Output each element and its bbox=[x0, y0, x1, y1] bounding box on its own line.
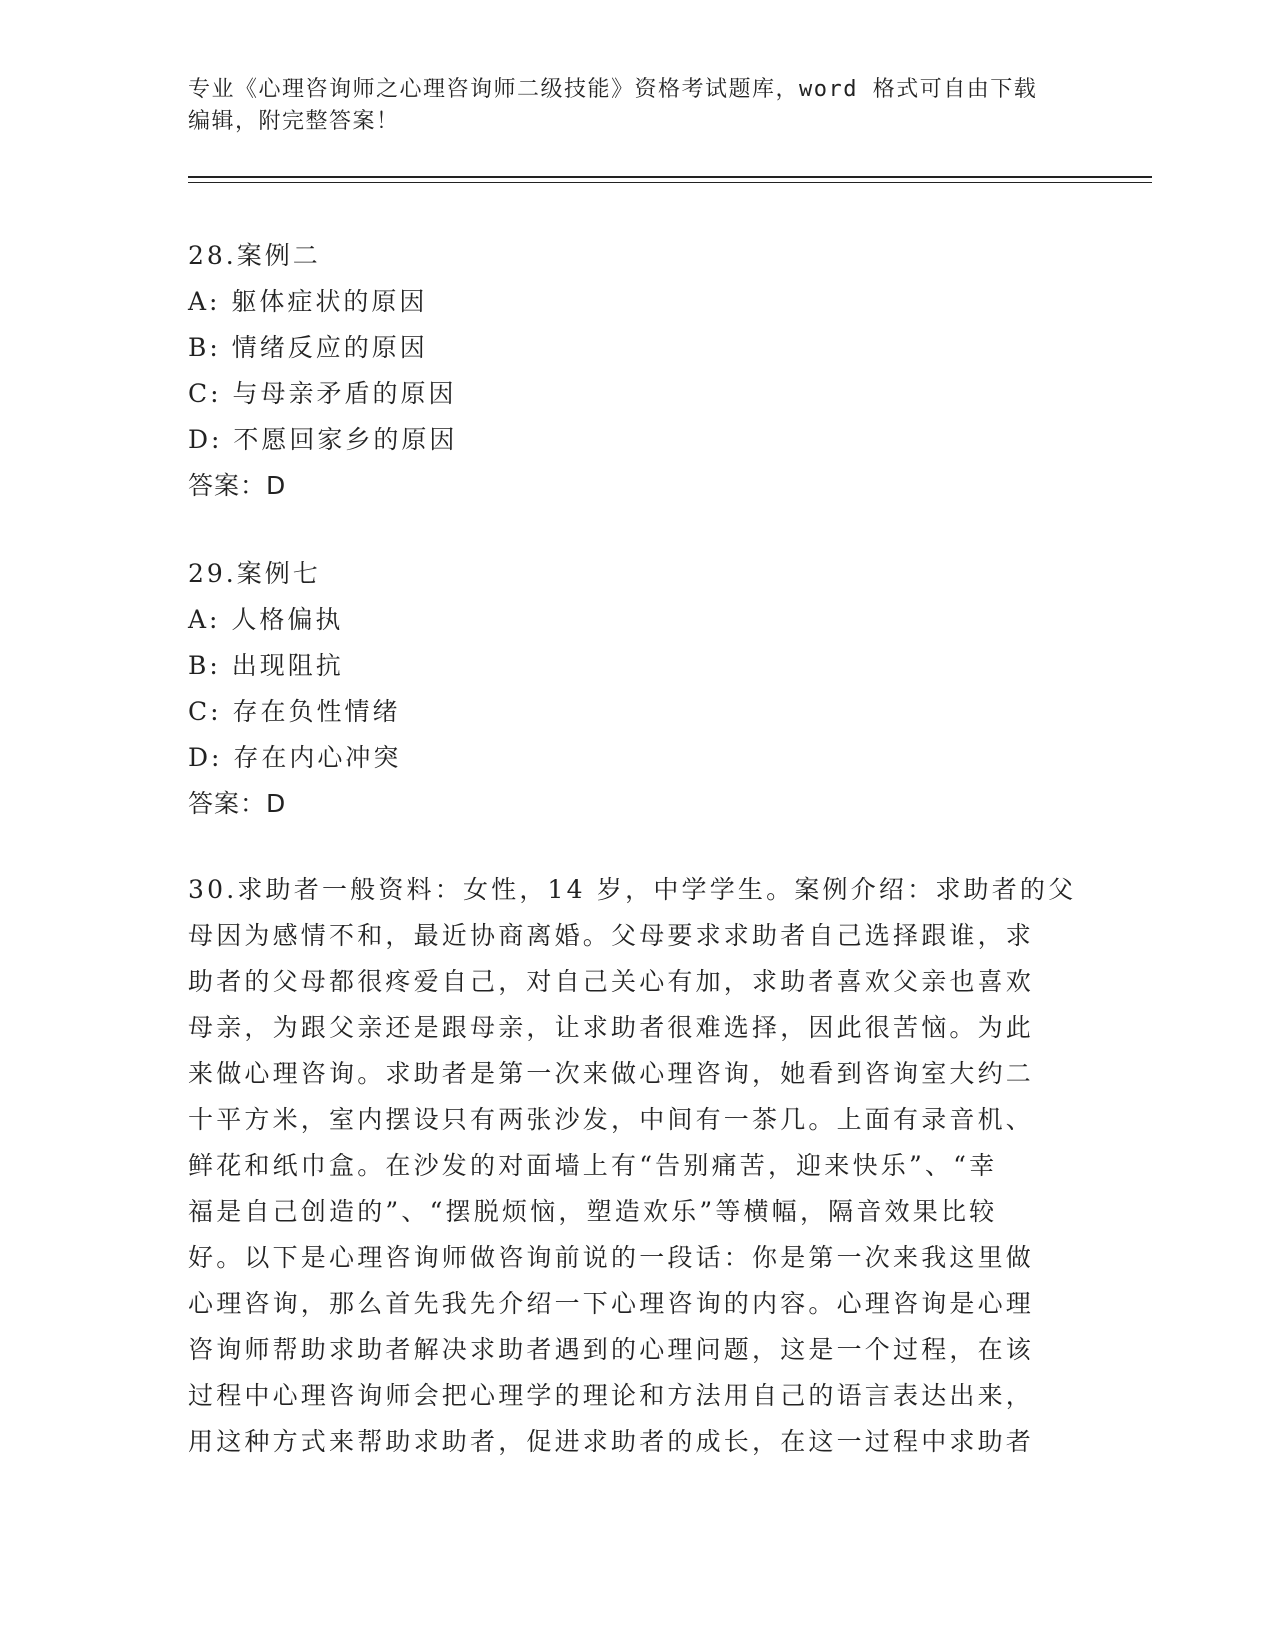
header-line-1: 专业《心理咨询师之心理咨询师二级技能》资格考试题库，word 格式可自由下载 bbox=[188, 77, 1038, 102]
paragraph-line: 咨询师帮助求助者解决求助者遇到的心理问题，这是一个过程，在该 bbox=[188, 1335, 1035, 1364]
option-d: D: 存在内心冲突 bbox=[188, 743, 402, 772]
document-header bbox=[188, 74, 1068, 138]
paragraph-line: 鲜花和纸巾盒。在沙发的对面墙上有“告别痛苦，迎来快乐”、“幸 bbox=[188, 1151, 998, 1180]
question-stem: 28.案例二 bbox=[188, 241, 321, 270]
answer-label: 答案：D bbox=[188, 471, 287, 500]
paragraph-line: 福是自己创造的”、“摆脱烦恼，塑造欢乐”等横幅，隔音效果比较 bbox=[188, 1197, 998, 1226]
header-divider-thin bbox=[188, 182, 1152, 183]
question-29 bbox=[188, 551, 1088, 827]
paragraph-line: 用这种方式来帮助求助者，促进求助者的成长，在这一过程中求助者 bbox=[188, 1427, 1035, 1456]
header-line-2: 编辑，附完整答案！ bbox=[188, 109, 400, 134]
option-a: A: 人格偏执 bbox=[188, 605, 344, 634]
paragraph-line: 母亲，为跟父亲还是跟母亲，让求助者很难选择，因此很苦恼。为此 bbox=[188, 1013, 1035, 1042]
option-b: B: 出现阻抗 bbox=[188, 651, 344, 680]
question-28 bbox=[188, 233, 1088, 509]
paragraph-line: 30.求助者一般资料：女性，14 岁，中学学生。案例介绍：求助者的父 bbox=[188, 875, 1077, 904]
option-c: C: 存在负性情绪 bbox=[188, 697, 401, 726]
option-a: A: 躯体症状的原因 bbox=[188, 287, 428, 316]
option-b: B: 情绪反应的原因 bbox=[188, 333, 428, 362]
answer-label: 答案：D bbox=[188, 789, 287, 818]
paragraph-line: 心理咨询，那么首先我先介绍一下心理咨询的内容。心理咨询是心理 bbox=[188, 1289, 1035, 1318]
paragraph-line: 过程中心理咨询师会把心理学的理论和方法用自己的语言表达出来， bbox=[188, 1381, 1035, 1410]
question-30 bbox=[188, 867, 1078, 1465]
paragraph-line: 助者的父母都很疼爱自己，对自己关心有加，求助者喜欢父亲也喜欢 bbox=[188, 967, 1035, 996]
header-divider-thick bbox=[188, 176, 1152, 178]
paragraph-line: 好。以下是心理咨询师做咨询前说的一段话：你是第一次来我这里做 bbox=[188, 1243, 1035, 1272]
option-d: D: 不愿回家乡的原因 bbox=[188, 425, 458, 454]
option-c: C: 与母亲矛盾的原因 bbox=[188, 379, 457, 408]
paragraph-line: 来做心理咨询。求助者是第一次来做心理咨询，她看到咨询室大约二 bbox=[188, 1059, 1035, 1088]
paragraph-line: 十平方米，室内摆设只有两张沙发，中间有一茶几。上面有录音机、 bbox=[188, 1105, 1035, 1134]
paragraph-line: 母因为感情不和，最近协商离婚。父母要求求助者自己选择跟谁，求 bbox=[188, 921, 1035, 950]
question-stem: 29.案例七 bbox=[188, 559, 321, 588]
